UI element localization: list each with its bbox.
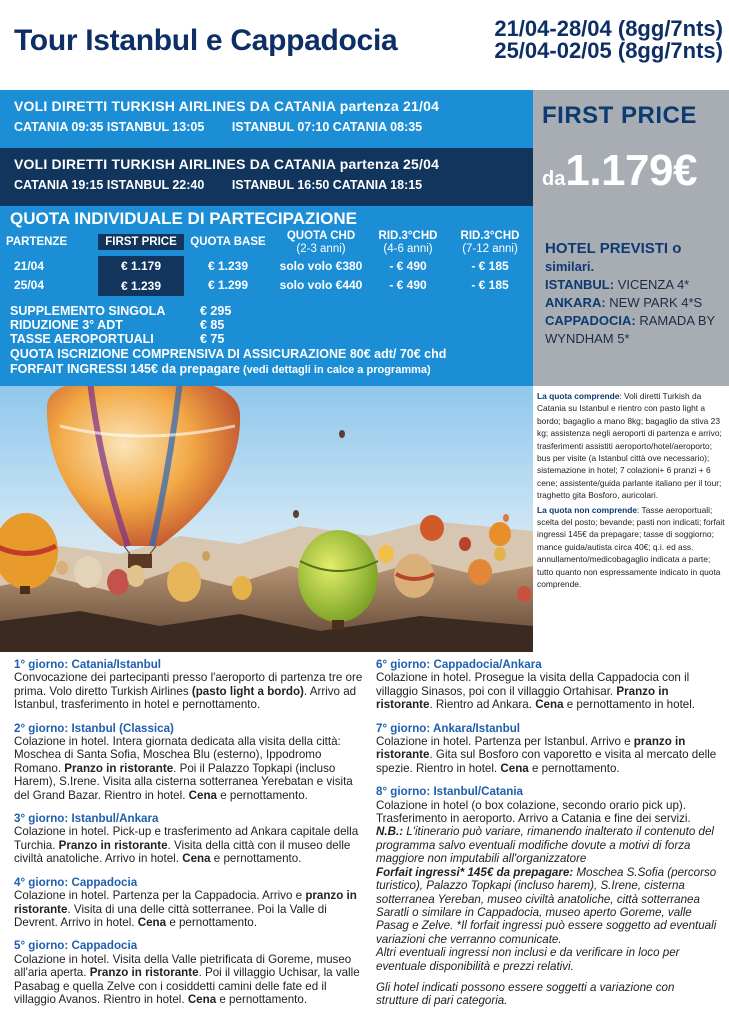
extra-row [10,304,232,318]
flight-block-2 [0,148,533,206]
hotel-city: ANKARA: [545,295,606,310]
day-text-part: Colazione in hotel. Prosegue la visita della Cappadocia con il villaggio Sinasos, poi con il villaggio Ortahisar. [376,671,690,698]
extra-value: € 75 [200,332,225,346]
day-text-bold: (pasto light a bordo) [191,684,304,698]
forfait-text: FORFAIT INGRESSI 145€ da prepagare [10,362,240,376]
first-price-panel [533,90,729,386]
day-text [14,889,364,929]
balloons-illustration [0,386,533,652]
tour-date-1: 21/04-28/04 (8gg/7nts) [494,16,723,41]
day-text [376,735,718,775]
forfait-detail-label: Forfait ingressi* 145€ da prepagare: [376,865,574,879]
forfait-note [10,362,431,376]
flight-return: ISTANBUL 07:10 CATANIA 08:35 [231,120,423,134]
extra-row [10,318,225,332]
hotel-name: NEW PARK 4*S [605,295,703,310]
day-text-bold: Cena [137,915,167,929]
itinerary-column-left [14,658,364,1016]
day-text-bold: Pranzo in ristorante [58,838,168,852]
first-price-value [542,146,697,196]
hotel-name: RAMADA BY WYNDHAM 5* [545,313,715,346]
day-3 [14,812,364,866]
hotel-row [545,276,725,294]
extra-row [10,332,225,346]
itinerary-column-right [376,658,718,1018]
cell-quota-base: € 1.239 [207,259,249,273]
day-text-part: . Gita sul Bosforo con vaporetto e visita al mercato delle spezie. Rientro in hotel. [376,748,717,775]
day-text-part: Colazione in hotel. Pick-up e trasferimento ad Ankara capitale della Turchia. [14,825,359,852]
forfait-detail-text: Moschea S.Sofia (percorso turistico), Palazzo Topkapi (incluso harem), S.Irene, cisterna sotterranea Yereban, museo civiltà anatoliche, città sotterranea Saratli o similare in Cappadocia, museo aperto Goreme, valle Pasag e Zelve. *Il forfait ingressi può essere soggetto ad eventuali variazioni che verranno comunicate. [376,865,717,946]
col-header-quota-chd [276,230,366,256]
note-included [537,390,725,502]
day-1 [14,658,364,712]
day-text-part: Colazione in hotel. Partenza per Istanbul. Arrivo e [376,735,634,749]
cell-first-price: € 1.239 [98,276,184,296]
cell-rid-4-6: - € 490 [389,278,427,292]
day-text-bold: Cena [187,992,217,1006]
col-header-quota-base: QUOTA BASE [190,236,266,248]
day-title: 6° giorno: Cappadocia/Ankara [376,658,542,671]
nb-note [376,825,718,865]
day-text-part: Convocazione dei partecipanti presso l'aeroporto di partenza tre ore prima. Volo diretto Turkish Airlines [14,671,363,698]
day-text-part: e pernottamento. [528,761,620,775]
day-text-part: Colazione in hotel. Intera giornata dedicata alla visita della città: Moschea di Santa Sofia, Moschea Blu (esterno), Ippodromo Romano. [14,735,341,775]
day-text-bold: Cena [182,852,211,866]
day-text-bold: pranzo in ristorante [376,735,686,762]
col-header-text: RID.3°CHD [378,230,438,242]
hotel-heading [545,240,725,258]
col-header-partenze: PARTENZE [6,236,68,248]
day-text-bold: Cena [500,761,529,775]
day-7 [376,722,718,776]
day-title: 5° giorno: Cappadocia [14,939,138,953]
col-header-rid-4-6 [368,230,448,256]
day-text [14,953,364,1007]
day-title: 7° giorno: Ankara/Istanbul [376,721,520,735]
day-text-bold: Pranzo in ristorante [376,684,669,712]
day-text-part: . Poi il Palazzo Topkapi (incluso Harem), S.Irene. Visita alla cisterna sotterranea Yerebatan e visita del Grand Bazar. Rientro in hotel. [14,761,353,802]
col-header-sub: (4-6 anni) [383,243,433,255]
day-text-part: e pernottamento. [216,992,308,1006]
cell-first-price: € 1.179 [98,256,184,276]
day-2 [14,722,364,802]
hotel-name: VICENZA 4* [614,277,690,292]
flight-block-1 [0,90,533,148]
price-table-title: QUOTA INDIVIDUALE DI PARTECIPAZIONE [10,209,357,228]
day-text [376,671,718,711]
day-title: 3° giorno: Istanbul/Ankara [14,812,159,826]
flight-times [14,120,533,134]
col-header-sub: (7-12 anni) [462,243,518,255]
flight-times [14,178,533,192]
hotel-variation-note: Gli hotel indicati possono essere soggetti a variazione con strutture di pari categoria. [376,980,675,1008]
day-text-bold: Pranzo in ristorante [89,966,199,980]
day-text [14,735,364,802]
price-prefix: da [542,168,566,190]
tour-date-2: 25/04-02/05 (8gg/7nts) [494,38,723,63]
price-table [0,206,533,386]
day-text-bold: Cena [188,788,218,802]
tour-dates [494,18,723,62]
flight-outbound: CATANIA 19:15 ISTANBUL 22:40 [14,178,205,192]
cell-rid-7-12: - € 185 [471,278,509,292]
note-included-label: La quota comprende [537,391,620,401]
day-title: 4° giorno: Cappadocia [14,875,138,889]
day-text-part: Colazione in hotel. Visita della Valle pietrificata di Goreme, museo all'aria aperta. [14,952,352,980]
day-text-part: Colazione in hotel. Partenza per la Cappadocia. Arrivo e [14,889,306,903]
header [0,0,729,90]
hotel-heading-text: HOTEL PREVISTI [545,240,669,257]
hotel-row [545,312,725,348]
col-header-text: QUOTA CHD [286,230,356,242]
hotel-row [545,294,725,312]
day-title: 8° giorno: Istanbul/Catania [376,785,523,799]
day-text-part: . Poi il villaggio Uchisar, la valle Pasabag e quella Zelve con i cosiddetti camini delle fate ed il villaggio Avanos. Rientro in hotel. [14,966,360,1006]
note-excluded [537,504,725,591]
col-header-rid-7-12 [450,230,530,256]
day-text-bold: Cena [535,698,564,712]
day-text-part: . Arrivo ad Istanbul, trasferimento in hotel e pernottamento. [14,684,357,712]
cell-partenza: 21/04 [14,259,45,273]
note-excluded-text: : Tasse aeroportuali; scelta del posto; bevande; pasti non indicati; forfait ingressi 145€ da prepagare; tasse di soggiorno; mance guida/autista circa 40€; q.i. ed ass. annullamento/medicobagaglio indicata a parte; tutto quanto non espressamente indicato in quota comprende. [537,504,725,590]
day-8 [376,785,718,1008]
altri-ingressi-note: Altri eventuali ingressi non inclusi e da verificare in loco per eventuale disponibilità e prezzi relativi. [376,946,680,973]
day-text [14,671,364,711]
note-excluded-label: La quota non comprende [537,504,638,515]
day-text-part: e pernottamento. [166,915,257,929]
cell-partenza: 25/04 [14,278,45,292]
extra-label: RIDUZIONE 3° ADT [10,318,123,332]
day-text [14,825,364,865]
hotel-list [545,240,725,348]
day-4 [14,876,364,930]
extra-label: SUPPLEMENTO SINGOLA [10,304,166,318]
day-text: Colazione in hotel (o box colazione, secondo orario pick up). Trasferimento in aeroporto. Arrivo a Catania e fine dei servizi. [376,798,691,826]
first-price-title: FIRST PRICE [542,102,697,129]
price-amount: 1.179€ [565,146,697,195]
day-text-part: . Rientro ad Ankara. [429,698,536,712]
flight-outbound: CATANIA 09:35 ISTANBUL 13:05 [14,120,205,134]
col-header-sub: (2-3 anni) [296,243,346,255]
extra-value: € 295 [200,304,232,318]
note-included-text: : Voli diretti Turkish da Catania su Istanbul e rientro con pasto light a bordo; bagaglio a mano 8kg; bagaglio da stiva 23 kg; assistenza negli aeroporti di partenza e arrivo; trasferimenti assistiti aeroporto/hotel/aeroporto; bus per visite (a Istanbul città ove necessario); sistemazione in hotel; 7 colazioni+ 6 pranzi + 6 cene; assistente/guida parlante italiano per il tour; traghetto gita Bosforo, auricolari. [537,391,722,501]
nb-text: L'itinerario può variare, rimanendo inalterato il contenuto del programma salvo eventuali modifiche dovute a motivi di forza maggiore non imputabili all'organizzatore [376,825,714,866]
flight-title: VOLI DIRETTI TURKISH AIRLINES DA CATANIA partenza 21/04 [14,98,440,114]
hotel-sub: similari. [545,259,595,274]
hotel-city: ISTANBUL: [545,277,615,292]
day-text-part: . Visita della città con il museo delle civiltà anatoliche. Arrivo in hotel. [14,838,351,866]
hotel-heading-suffix: o [668,240,682,257]
page-title: Tour Istanbul e Cappadocia [14,24,398,57]
col-header-text: RID.3°CHD [460,230,520,242]
day-text-part: e pernottamento. [217,788,308,802]
day-title: 1° giorno: Catania/Istanbul [14,658,161,671]
day-text-part: e pernottamento. [210,852,302,866]
cell-quota-base: € 1.299 [207,278,249,292]
col-header-first-price: FIRST PRICE [98,234,184,250]
day-text-bold: pranzo in ristorante [14,889,357,916]
cell-rid-7-12: - € 185 [471,259,509,273]
iscrizione-note: QUOTA ISCRIZIONE COMPRENSIVA DI ASSICURAZIONE 80€ adt/ 70€ chd [10,347,447,361]
quota-notes [537,390,725,593]
cell-rid-4-6: - € 490 [389,259,427,273]
balloons-photo [0,386,533,652]
flight-return: ISTANBUL 16:50 CATANIA 18:15 [231,178,423,192]
day-text-part: . Visita di una delle città sotterranee. Poi la Valle di Devrent. Arrivo in hotel. [14,902,327,929]
extra-value: € 85 [200,318,225,332]
day-5 [14,939,364,1006]
nb-label: N.B.: [376,825,404,839]
day-text-bold: Pranzo in ristorante [64,761,174,775]
day-6 [376,658,718,712]
hotel-city: CAPPADOCIA: [545,313,636,328]
extra-label: TASSE AEROPORTUALI [10,332,154,346]
flight-title: VOLI DIRETTI TURKISH AIRLINES DA CATANIA partenza 25/04 [14,156,440,172]
day-title: 2° giorno: Istanbul (Classica) [14,721,174,735]
cell-quota-chd: solo volo €440 [279,278,363,292]
cell-quota-chd: solo volo €380 [279,259,363,273]
forfait-detail [376,866,718,946]
day-text-part: e pernottamento in hotel. [563,698,696,712]
forfait-sub: (vedi dettagli in calce a programma) [239,364,431,376]
